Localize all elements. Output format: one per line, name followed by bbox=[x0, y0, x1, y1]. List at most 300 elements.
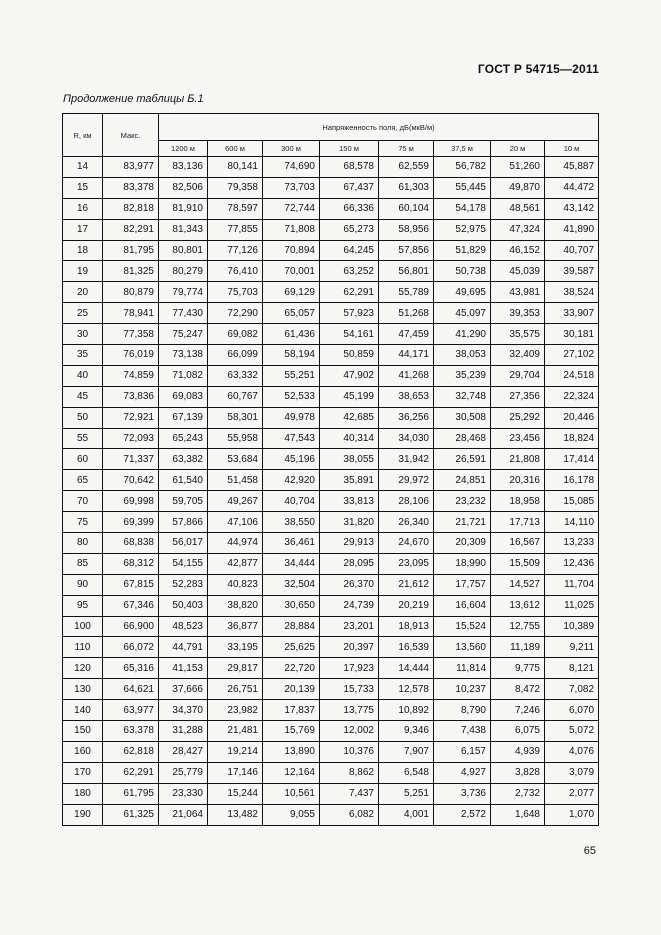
table-row bbox=[63, 679, 599, 700]
value-cell: 19,214 bbox=[208, 741, 263, 762]
value-cell: 7,907 bbox=[379, 741, 434, 762]
value-cell: 24,851 bbox=[434, 470, 491, 491]
value-cell: 44,791 bbox=[159, 637, 208, 658]
value-cell: 80,141 bbox=[208, 157, 263, 178]
value-cell: 12,436 bbox=[545, 553, 599, 574]
value-cell: 69,082 bbox=[208, 324, 263, 345]
value-cell: 65,273 bbox=[320, 219, 379, 240]
value-cell: 57,856 bbox=[379, 240, 434, 261]
value-cell: 42,920 bbox=[263, 470, 320, 491]
value-cell: 32,409 bbox=[491, 345, 545, 366]
value-cell: 55,445 bbox=[434, 177, 491, 198]
value-cell: 28,427 bbox=[159, 741, 208, 762]
value-cell: 40,707 bbox=[545, 240, 599, 261]
max-value-cell: 83,977 bbox=[103, 157, 159, 178]
table-row bbox=[63, 407, 599, 428]
max-value-cell: 76,019 bbox=[103, 345, 159, 366]
header-height: 150 м bbox=[320, 141, 379, 157]
value-cell: 13,612 bbox=[491, 595, 545, 616]
value-cell: 57,866 bbox=[159, 512, 208, 533]
value-cell: 29,817 bbox=[208, 658, 263, 679]
value-cell: 21,064 bbox=[159, 804, 208, 825]
value-cell: 14,444 bbox=[379, 658, 434, 679]
value-cell: 29,704 bbox=[491, 365, 545, 386]
value-cell: 27,102 bbox=[545, 345, 599, 366]
distance-cell: 95 bbox=[63, 595, 103, 616]
value-cell: 51,260 bbox=[491, 157, 545, 178]
value-cell: 62,291 bbox=[320, 282, 379, 303]
header-height: 300 м bbox=[263, 141, 320, 157]
value-cell: 58,301 bbox=[208, 407, 263, 428]
value-cell: 75,703 bbox=[208, 282, 263, 303]
value-cell: 74,690 bbox=[263, 157, 320, 178]
value-cell: 49,978 bbox=[263, 407, 320, 428]
value-cell: 4,939 bbox=[491, 741, 545, 762]
value-cell: 54,161 bbox=[320, 324, 379, 345]
value-cell: 36,461 bbox=[263, 533, 320, 554]
table-row bbox=[63, 783, 599, 804]
value-cell: 71,808 bbox=[263, 219, 320, 240]
value-cell: 42,685 bbox=[320, 407, 379, 428]
value-cell: 24,670 bbox=[379, 533, 434, 554]
value-cell: 8,472 bbox=[491, 679, 545, 700]
value-cell: 13,560 bbox=[434, 637, 491, 658]
max-value-cell: 83,378 bbox=[103, 177, 159, 198]
distance-cell: 70 bbox=[63, 491, 103, 512]
max-value-cell: 68,838 bbox=[103, 533, 159, 554]
value-cell: 17,757 bbox=[434, 574, 491, 595]
value-cell: 82,506 bbox=[159, 177, 208, 198]
table-row bbox=[63, 345, 599, 366]
value-cell: 47,543 bbox=[263, 428, 320, 449]
value-cell: 50,403 bbox=[159, 595, 208, 616]
value-cell: 28,106 bbox=[379, 491, 434, 512]
value-cell: 76,410 bbox=[208, 261, 263, 282]
value-cell: 4,001 bbox=[379, 804, 434, 825]
distance-cell: 35 bbox=[63, 345, 103, 366]
table-row bbox=[63, 616, 599, 637]
distance-cell: 30 bbox=[63, 324, 103, 345]
value-cell: 3,079 bbox=[545, 762, 599, 783]
value-cell: 70,894 bbox=[263, 240, 320, 261]
table-row bbox=[63, 533, 599, 554]
value-cell: 28,095 bbox=[320, 553, 379, 574]
value-cell: 46,152 bbox=[491, 240, 545, 261]
value-cell: 25,625 bbox=[263, 637, 320, 658]
value-cell: 70,001 bbox=[263, 261, 320, 282]
value-cell: 25,779 bbox=[159, 762, 208, 783]
value-cell: 13,482 bbox=[208, 804, 263, 825]
distance-cell: 85 bbox=[63, 553, 103, 574]
table-row bbox=[63, 198, 599, 219]
table-row bbox=[63, 157, 599, 178]
value-cell: 38,053 bbox=[434, 345, 491, 366]
table-row bbox=[63, 449, 599, 470]
max-value-cell: 69,399 bbox=[103, 512, 159, 533]
table-row bbox=[63, 219, 599, 240]
distance-cell: 160 bbox=[63, 741, 103, 762]
value-cell: 73,138 bbox=[159, 345, 208, 366]
max-value-cell: 63,378 bbox=[103, 721, 159, 742]
value-cell: 11,025 bbox=[545, 595, 599, 616]
value-cell: 6,548 bbox=[379, 762, 434, 783]
value-cell: 48,561 bbox=[491, 198, 545, 219]
value-cell: 65,057 bbox=[263, 303, 320, 324]
value-cell: 16,604 bbox=[434, 595, 491, 616]
value-cell: 21,612 bbox=[379, 574, 434, 595]
value-cell: 26,591 bbox=[434, 449, 491, 470]
value-cell: 49,870 bbox=[491, 177, 545, 198]
value-cell: 47,459 bbox=[379, 324, 434, 345]
value-cell: 42,877 bbox=[208, 553, 263, 574]
value-cell: 34,370 bbox=[159, 700, 208, 721]
value-cell: 38,550 bbox=[263, 512, 320, 533]
value-cell: 10,376 bbox=[320, 741, 379, 762]
value-cell: 18,824 bbox=[545, 428, 599, 449]
max-value-cell: 62,818 bbox=[103, 741, 159, 762]
value-cell: 23,330 bbox=[159, 783, 208, 804]
value-cell: 7,437 bbox=[320, 783, 379, 804]
max-value-cell: 71,337 bbox=[103, 449, 159, 470]
value-cell: 36,877 bbox=[208, 616, 263, 637]
value-cell: 12,578 bbox=[379, 679, 434, 700]
value-cell: 66,336 bbox=[320, 198, 379, 219]
value-cell: 45,887 bbox=[545, 157, 599, 178]
value-cell: 39,587 bbox=[545, 261, 599, 282]
value-cell: 36,256 bbox=[379, 407, 434, 428]
table-row bbox=[63, 240, 599, 261]
value-cell: 62,559 bbox=[379, 157, 434, 178]
value-cell: 80,801 bbox=[159, 240, 208, 261]
value-cell: 47,106 bbox=[208, 512, 263, 533]
value-cell: 77,855 bbox=[208, 219, 263, 240]
distance-cell: 45 bbox=[63, 386, 103, 407]
value-cell: 11,814 bbox=[434, 658, 491, 679]
value-cell: 22,324 bbox=[545, 386, 599, 407]
distance-cell: 14 bbox=[63, 157, 103, 178]
value-cell: 15,509 bbox=[491, 553, 545, 574]
value-cell: 52,975 bbox=[434, 219, 491, 240]
value-cell: 34,030 bbox=[379, 428, 434, 449]
value-cell: 44,171 bbox=[379, 345, 434, 366]
value-cell: 56,782 bbox=[434, 157, 491, 178]
value-cell: 7,438 bbox=[434, 721, 491, 742]
distance-cell: 130 bbox=[63, 679, 103, 700]
table-row bbox=[63, 762, 599, 783]
value-cell: 3,736 bbox=[434, 783, 491, 804]
value-cell: 61,540 bbox=[159, 470, 208, 491]
value-cell: 12,755 bbox=[491, 616, 545, 637]
value-cell: 33,813 bbox=[320, 491, 379, 512]
distance-cell: 19 bbox=[63, 261, 103, 282]
value-cell: 30,181 bbox=[545, 324, 599, 345]
value-cell: 48,523 bbox=[159, 616, 208, 637]
value-cell: 21,808 bbox=[491, 449, 545, 470]
max-value-cell: 81,325 bbox=[103, 261, 159, 282]
value-cell: 41,890 bbox=[545, 219, 599, 240]
distance-cell: 65 bbox=[63, 470, 103, 491]
value-cell: 25,292 bbox=[491, 407, 545, 428]
value-cell: 44,974 bbox=[208, 533, 263, 554]
value-cell: 72,744 bbox=[263, 198, 320, 219]
value-cell: 52,533 bbox=[263, 386, 320, 407]
value-cell: 28,468 bbox=[434, 428, 491, 449]
max-value-cell: 77,358 bbox=[103, 324, 159, 345]
value-cell: 69,083 bbox=[159, 386, 208, 407]
value-cell: 40,704 bbox=[263, 491, 320, 512]
value-cell: 50,738 bbox=[434, 261, 491, 282]
value-cell: 51,829 bbox=[434, 240, 491, 261]
value-cell: 53,684 bbox=[208, 449, 263, 470]
value-cell: 23,201 bbox=[320, 616, 379, 637]
value-cell: 65,243 bbox=[159, 428, 208, 449]
value-cell: 39,353 bbox=[491, 303, 545, 324]
value-cell: 59,705 bbox=[159, 491, 208, 512]
value-cell: 1,648 bbox=[491, 804, 545, 825]
value-cell: 15,524 bbox=[434, 616, 491, 637]
value-cell: 13,890 bbox=[263, 741, 320, 762]
value-cell: 56,801 bbox=[379, 261, 434, 282]
table-row bbox=[63, 386, 599, 407]
value-cell: 63,382 bbox=[159, 449, 208, 470]
table-row bbox=[63, 574, 599, 595]
value-cell: 9,211 bbox=[545, 637, 599, 658]
value-cell: 57,923 bbox=[320, 303, 379, 324]
value-cell: 2,077 bbox=[545, 783, 599, 804]
value-cell: 10,892 bbox=[379, 700, 434, 721]
max-value-cell: 68,312 bbox=[103, 553, 159, 574]
max-value-cell: 61,325 bbox=[103, 804, 159, 825]
value-cell: 31,820 bbox=[320, 512, 379, 533]
distance-cell: 55 bbox=[63, 428, 103, 449]
value-cell: 23,456 bbox=[491, 428, 545, 449]
value-cell: 34,444 bbox=[263, 553, 320, 574]
value-cell: 49,695 bbox=[434, 282, 491, 303]
table-row bbox=[63, 804, 599, 825]
table-row bbox=[63, 324, 599, 345]
value-cell: 72,290 bbox=[208, 303, 263, 324]
value-cell: 22,720 bbox=[263, 658, 320, 679]
value-cell: 45,039 bbox=[491, 261, 545, 282]
distance-cell: 50 bbox=[63, 407, 103, 428]
value-cell: 20,397 bbox=[320, 637, 379, 658]
value-cell: 55,958 bbox=[208, 428, 263, 449]
value-cell: 21,481 bbox=[208, 721, 263, 742]
max-value-cell: 66,072 bbox=[103, 637, 159, 658]
value-cell: 16,567 bbox=[491, 533, 545, 554]
value-cell: 7,246 bbox=[491, 700, 545, 721]
table-row bbox=[63, 700, 599, 721]
value-cell: 6,070 bbox=[545, 700, 599, 721]
max-value-cell: 67,346 bbox=[103, 595, 159, 616]
value-cell: 63,252 bbox=[320, 261, 379, 282]
table-row bbox=[63, 721, 599, 742]
value-cell: 40,314 bbox=[320, 428, 379, 449]
value-cell: 45,196 bbox=[263, 449, 320, 470]
value-cell: 71,082 bbox=[159, 365, 208, 386]
value-cell: 26,340 bbox=[379, 512, 434, 533]
distance-cell: 18 bbox=[63, 240, 103, 261]
header-distance: R, км bbox=[63, 114, 103, 157]
max-value-cell: 74,859 bbox=[103, 365, 159, 386]
value-cell: 18,913 bbox=[379, 616, 434, 637]
value-cell: 23,232 bbox=[434, 491, 491, 512]
value-cell: 10,237 bbox=[434, 679, 491, 700]
value-cell: 14,110 bbox=[545, 512, 599, 533]
value-cell: 14,527 bbox=[491, 574, 545, 595]
value-cell: 30,508 bbox=[434, 407, 491, 428]
distance-cell: 180 bbox=[63, 783, 103, 804]
distance-cell: 16 bbox=[63, 198, 103, 219]
value-cell: 18,990 bbox=[434, 553, 491, 574]
value-cell: 3,828 bbox=[491, 762, 545, 783]
max-value-cell: 81,795 bbox=[103, 240, 159, 261]
value-cell: 38,524 bbox=[545, 282, 599, 303]
value-cell: 5,251 bbox=[379, 783, 434, 804]
value-cell: 5,072 bbox=[545, 721, 599, 742]
table-row bbox=[63, 512, 599, 533]
distance-cell: 140 bbox=[63, 700, 103, 721]
value-cell: 43,142 bbox=[545, 198, 599, 219]
distance-cell: 17 bbox=[63, 219, 103, 240]
value-cell: 83,136 bbox=[159, 157, 208, 178]
value-cell: 79,774 bbox=[159, 282, 208, 303]
value-cell: 30,650 bbox=[263, 595, 320, 616]
value-cell: 68,578 bbox=[320, 157, 379, 178]
value-cell: 13,233 bbox=[545, 533, 599, 554]
max-value-cell: 80,879 bbox=[103, 282, 159, 303]
value-cell: 11,704 bbox=[545, 574, 599, 595]
value-cell: 17,414 bbox=[545, 449, 599, 470]
table-row bbox=[63, 303, 599, 324]
value-cell: 67,437 bbox=[320, 177, 379, 198]
max-value-cell: 65,316 bbox=[103, 658, 159, 679]
value-cell: 31,942 bbox=[379, 449, 434, 470]
max-value-cell: 62,291 bbox=[103, 762, 159, 783]
value-cell: 41,153 bbox=[159, 658, 208, 679]
value-cell: 52,283 bbox=[159, 574, 208, 595]
value-cell: 51,268 bbox=[379, 303, 434, 324]
distance-cell: 25 bbox=[63, 303, 103, 324]
table-row bbox=[63, 365, 599, 386]
value-cell: 66,099 bbox=[208, 345, 263, 366]
distance-cell: 170 bbox=[63, 762, 103, 783]
value-cell: 79,358 bbox=[208, 177, 263, 198]
max-value-cell: 72,093 bbox=[103, 428, 159, 449]
value-cell: 9,346 bbox=[379, 721, 434, 742]
value-cell: 63,332 bbox=[208, 365, 263, 386]
value-cell: 9,055 bbox=[263, 804, 320, 825]
value-cell: 8,121 bbox=[545, 658, 599, 679]
value-cell: 43,981 bbox=[491, 282, 545, 303]
value-cell: 38,055 bbox=[320, 449, 379, 470]
value-cell: 20,219 bbox=[379, 595, 434, 616]
value-cell: 35,891 bbox=[320, 470, 379, 491]
value-cell: 49,267 bbox=[208, 491, 263, 512]
value-cell: 1,070 bbox=[545, 804, 599, 825]
value-cell: 33,195 bbox=[208, 637, 263, 658]
value-cell: 37,666 bbox=[159, 679, 208, 700]
value-cell: 21,721 bbox=[434, 512, 491, 533]
value-cell: 4,927 bbox=[434, 762, 491, 783]
value-cell: 17,837 bbox=[263, 700, 320, 721]
value-cell: 51,458 bbox=[208, 470, 263, 491]
value-cell: 55,251 bbox=[263, 365, 320, 386]
distance-cell: 75 bbox=[63, 512, 103, 533]
value-cell: 67,139 bbox=[159, 407, 208, 428]
value-cell: 33,907 bbox=[545, 303, 599, 324]
value-cell: 12,164 bbox=[263, 762, 320, 783]
header-height: 37,5 м bbox=[434, 141, 491, 157]
max-value-cell: 78,941 bbox=[103, 303, 159, 324]
max-value-cell: 69,998 bbox=[103, 491, 159, 512]
table-row bbox=[63, 428, 599, 449]
value-cell: 35,239 bbox=[434, 365, 491, 386]
table-row bbox=[63, 658, 599, 679]
max-value-cell: 66,900 bbox=[103, 616, 159, 637]
value-cell: 47,902 bbox=[320, 365, 379, 386]
standard-code: ГОСТ Р 54715—2011 bbox=[477, 62, 599, 76]
distance-cell: 120 bbox=[63, 658, 103, 679]
table-row bbox=[63, 553, 599, 574]
value-cell: 61,436 bbox=[263, 324, 320, 345]
value-cell: 17,923 bbox=[320, 658, 379, 679]
page-number: 65 bbox=[583, 845, 596, 857]
value-cell: 41,268 bbox=[379, 365, 434, 386]
distance-cell: 15 bbox=[63, 177, 103, 198]
value-cell: 20,139 bbox=[263, 679, 320, 700]
max-value-cell: 67,815 bbox=[103, 574, 159, 595]
max-value-cell: 64,621 bbox=[103, 679, 159, 700]
value-cell: 7,082 bbox=[545, 679, 599, 700]
header-field-strength: Напряженность поля, дБ(мкВ/м) bbox=[159, 114, 599, 141]
value-cell: 2,732 bbox=[491, 783, 545, 804]
value-cell: 15,769 bbox=[263, 721, 320, 742]
header-height: 600 м bbox=[208, 141, 263, 157]
value-cell: 20,316 bbox=[491, 470, 545, 491]
value-cell: 77,430 bbox=[159, 303, 208, 324]
value-cell: 27,356 bbox=[491, 386, 545, 407]
value-cell: 4,076 bbox=[545, 741, 599, 762]
table-row bbox=[63, 261, 599, 282]
table-row bbox=[63, 741, 599, 762]
max-value-cell: 72,921 bbox=[103, 407, 159, 428]
value-cell: 9,775 bbox=[491, 658, 545, 679]
value-cell: 45,097 bbox=[434, 303, 491, 324]
value-cell: 40,823 bbox=[208, 574, 263, 595]
value-cell: 17,146 bbox=[208, 762, 263, 783]
value-cell: 26,751 bbox=[208, 679, 263, 700]
value-cell: 29,972 bbox=[379, 470, 434, 491]
value-cell: 32,748 bbox=[434, 386, 491, 407]
value-cell: 38,653 bbox=[379, 386, 434, 407]
value-cell: 10,561 bbox=[263, 783, 320, 804]
value-cell: 23,095 bbox=[379, 553, 434, 574]
value-cell: 2,572 bbox=[434, 804, 491, 825]
max-value-cell: 61,795 bbox=[103, 783, 159, 804]
table-row bbox=[63, 637, 599, 658]
distance-cell: 90 bbox=[63, 574, 103, 595]
value-cell: 18,958 bbox=[491, 491, 545, 512]
distance-cell: 40 bbox=[63, 365, 103, 386]
value-cell: 56,017 bbox=[159, 533, 208, 554]
value-cell: 45,199 bbox=[320, 386, 379, 407]
table-row bbox=[63, 177, 599, 198]
value-cell: 41,290 bbox=[434, 324, 491, 345]
value-cell: 31,288 bbox=[159, 721, 208, 742]
value-cell: 47,324 bbox=[491, 219, 545, 240]
value-cell: 8,862 bbox=[320, 762, 379, 783]
